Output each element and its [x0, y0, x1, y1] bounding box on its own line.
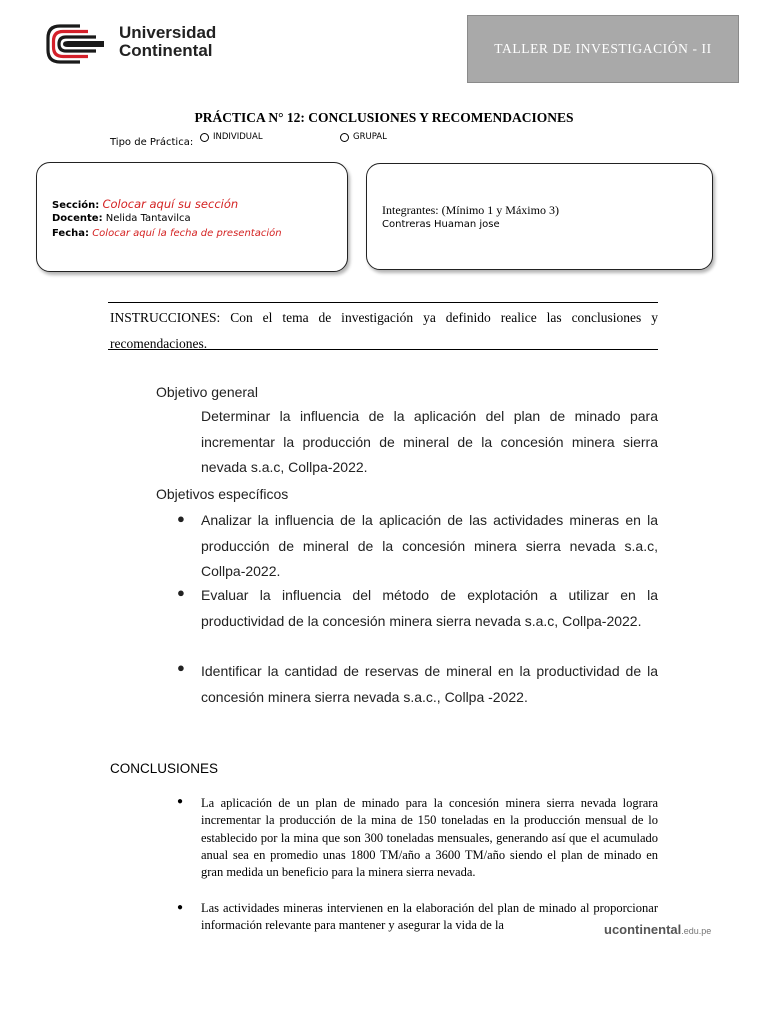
instructions-top-rule	[108, 302, 658, 303]
specific-objectives-heading: Objetivos específicos	[156, 486, 289, 502]
section-label: Sección:	[52, 200, 100, 211]
conclusion-2: Las actividades mineras intervienen en la elaboración del plan de minado al proporcionar información relevante para mantener y asegurar la vida de la	[201, 901, 658, 933]
bullet-icon: ●	[177, 585, 185, 600]
practice-type-label: Tipo de Práctica:	[110, 137, 194, 148]
university-logo-icon	[44, 22, 108, 66]
teacher-field	[52, 213, 191, 224]
bullet-icon: ●	[177, 511, 185, 526]
watermark	[604, 922, 711, 937]
date-placeholder: Colocar aquí la fecha de presentación	[92, 228, 282, 239]
conclusion-1: La aplicación de un plan de minado para la concesión minera sierra nevada lograra incrementar la producción de la mina de 150 toneladas en la producción mensual de lo establecido por la mina que son 300 toneladas mensuales, generando así que el acumulado anual sea en promedio unas 1800 TM/año a 3600 TM/año siendo el plan de minado en gran medida un beneficio para la minera sierra nevada.	[201, 796, 658, 880]
course-title-box	[467, 15, 739, 83]
general-objective-heading: Objetivo general	[156, 384, 258, 400]
grupal-radio-label: GRUPAL	[353, 132, 387, 142]
date-label: Fecha:	[52, 228, 90, 239]
grupal-radio[interactable]	[340, 133, 349, 142]
bullet-icon: ●	[177, 902, 184, 913]
instructions-bottom-rule	[108, 349, 658, 350]
university-name: Universidad Continental	[119, 23, 217, 60]
course-title: TALLER DE INVESTIGACIÓN - II	[494, 41, 712, 56]
section-field[interactable]	[52, 197, 238, 211]
members-label: Integrantes: (Mínimo 1 y Máximo 3)	[382, 203, 559, 217]
individual-radio-label: INDIVIDUAL	[213, 132, 263, 142]
date-field[interactable]	[52, 228, 282, 239]
teacher-name: Nelida Tantavilca	[105, 213, 191, 224]
bullet-icon: ●	[177, 660, 185, 675]
watermark-suffix: .edu.pe	[681, 926, 712, 936]
general-objective-text: Determinar la influencia de la aplicación del plan de minado para incrementar la producción de mineral de la concesión minera sierra nevada s.a.c, Collpa-2022.	[201, 408, 658, 475]
teacher-label: Docente:	[52, 213, 103, 224]
section-placeholder: Colocar aquí su sección	[102, 197, 239, 211]
watermark-brand: ucontinental	[604, 922, 682, 937]
conclusions-heading: CONCLUSIONES	[110, 761, 219, 776]
specific-objective-1: Analizar la influencia de la aplicación de las actividades mineras en la producción de mineral de la concesión minera sierra nevada s.a.c, Collpa-2022.	[201, 512, 658, 579]
specific-objective-3: Identificar la cantidad de reservas de mineral en la productividad de la concesión minera sierra nevada s.a.c., Collpa -2022.	[201, 663, 658, 705]
member-name[interactable]: Contreras Huaman jose	[382, 219, 500, 230]
document-title: PRÁCTICA N° 12: CONCLUSIONES Y RECOMENDACIONES	[194, 110, 574, 125]
bullet-icon: ●	[177, 796, 184, 807]
individual-radio[interactable]	[200, 133, 209, 142]
specific-objective-2: Evaluar la influencia del método de explotación a utilizar en la productividad de la concesión minera sierra nevada s.a.c, Collpa-2022.	[201, 587, 658, 629]
instructions-text: INSTRUCCIONES: Con el tema de investigación ya definido realice las conclusiones y recomendaciones.	[110, 310, 658, 351]
